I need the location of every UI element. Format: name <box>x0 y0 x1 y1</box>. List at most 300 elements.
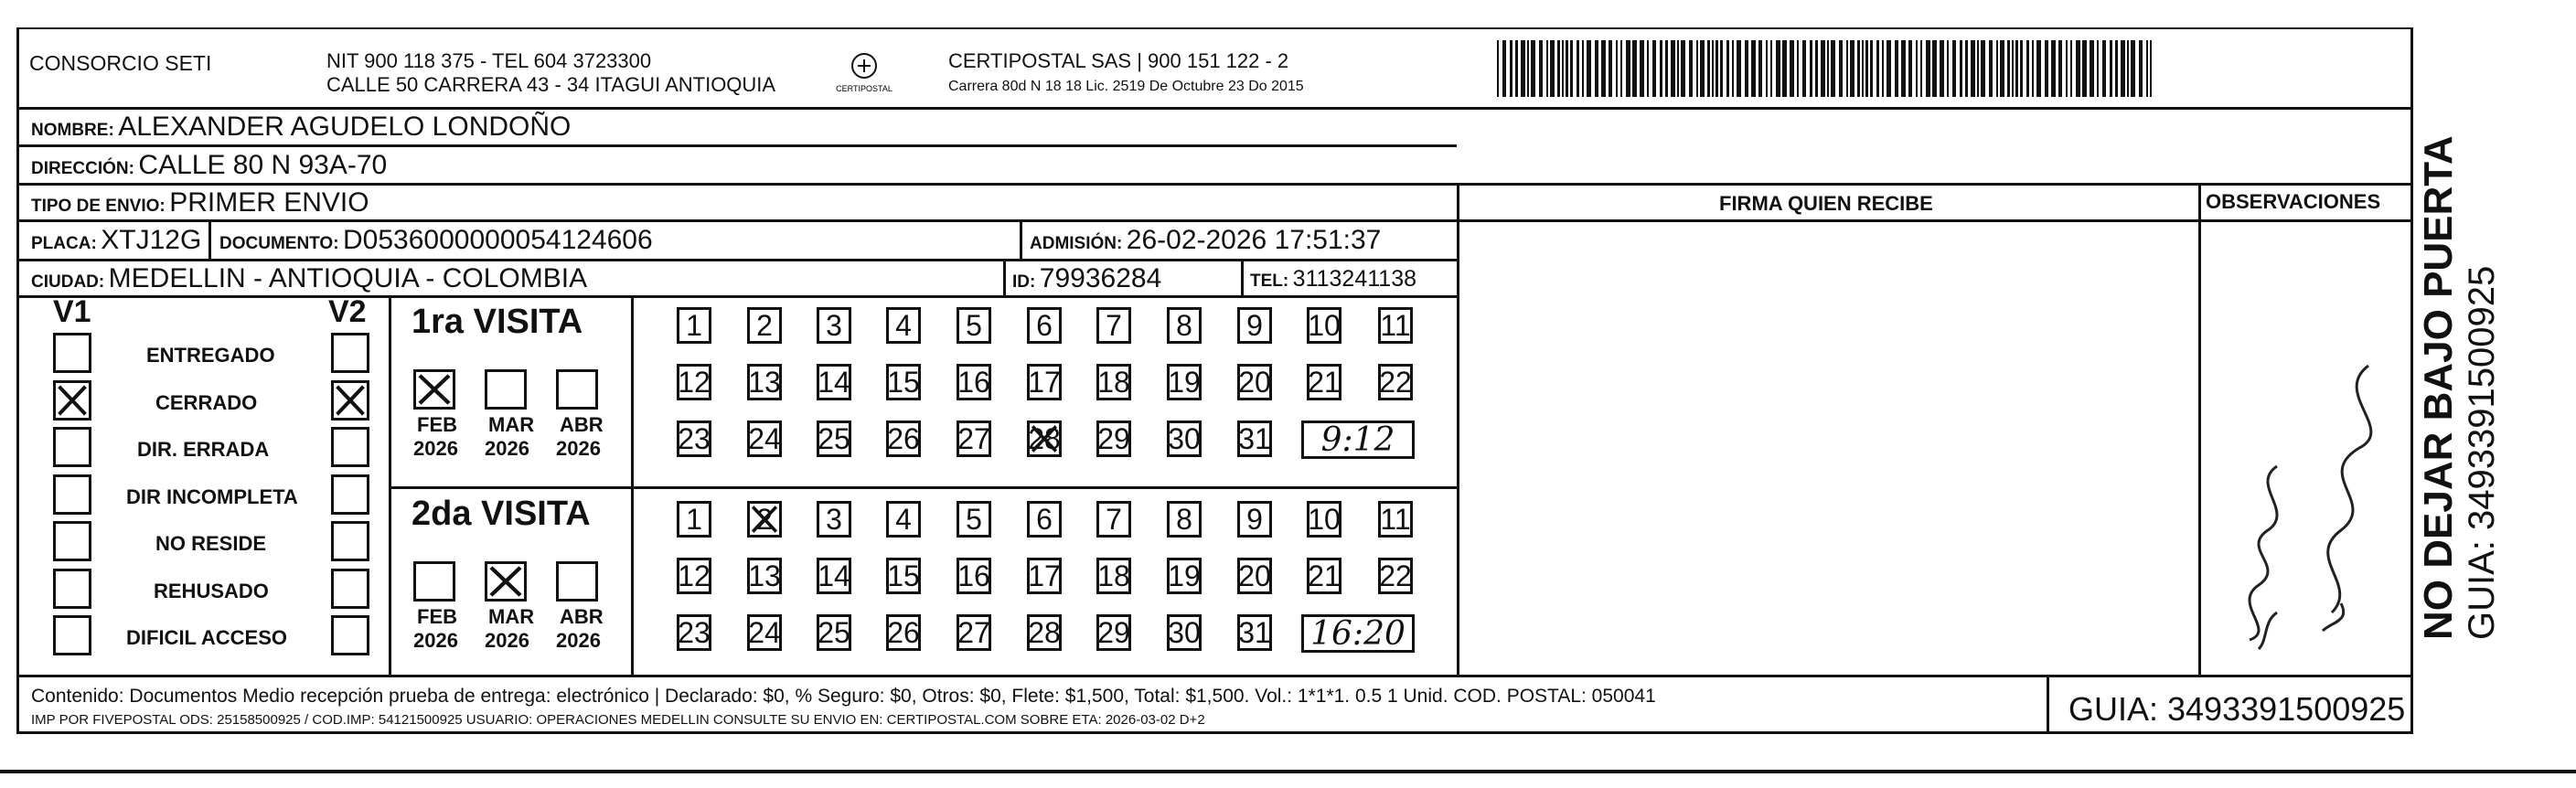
barcode-bar <box>1901 40 1906 97</box>
day-box[interactable] <box>747 501 782 538</box>
day-box[interactable] <box>1378 558 1413 594</box>
day-box[interactable] <box>747 558 782 594</box>
barcode-bar <box>1952 40 1956 97</box>
day-box[interactable] <box>886 558 921 594</box>
barcode-bar <box>1632 40 1637 97</box>
firma-label: FIRMA QUIEN RECIBE <box>1719 192 1933 215</box>
barcode-bar <box>1815 40 1818 97</box>
day-number: 20 <box>1238 365 1271 399</box>
nombre-row <box>31 112 571 143</box>
barcode-bar <box>1539 40 1543 97</box>
v2-checkbox[interactable] <box>331 380 369 421</box>
barcode-bar <box>1916 40 1918 97</box>
x-mark-icon <box>56 383 89 418</box>
barcode-bar <box>1562 40 1564 97</box>
v2-checkbox[interactable] <box>331 569 369 609</box>
day-box[interactable] <box>1307 364 1341 400</box>
v2-label: V2 <box>328 294 367 329</box>
footer-content-line: Contenido: Documentos Medio recepción prueba de entrega: electrónico | Declarado: $0, % Seguro: $0, Otros: $0, Flete: $1,500, Total: $1,500. Vol.: 1*1*1. 0.5 1 Unid. COD. POSTAL: 050041 <box>31 686 1656 707</box>
day-number: 27 <box>957 421 990 455</box>
day-number: 26 <box>887 421 920 455</box>
barcode-bar <box>2007 40 2010 97</box>
logo-text: CERTIPOSTAL <box>836 84 893 93</box>
placa-cell <box>31 225 201 256</box>
nombre-label: NOMBRE: <box>31 121 114 140</box>
barcode-bar <box>1745 40 1748 97</box>
no-dejar-bajo-puerta: NO DEJAR BAJO PUERTA <box>2416 135 2461 640</box>
footer-imp-line: IMP POR FIVEPOSTAL ODS: 25158500925 / COD.IMP: 54121500925 USUARIO: OPERACIONES MEDELLIN CONSULTE SU ENVIO EN: CERTIPOSTAL.COM SOBRE ETA: 2026-03-02 D+2 <box>31 712 1205 728</box>
admision-value: 26-02-2026 17:51:37 <box>1126 225 1382 255</box>
barcode-bar <box>2146 40 2148 97</box>
day-box[interactable] <box>677 307 711 344</box>
day-box[interactable] <box>886 614 921 651</box>
v1-checkbox[interactable] <box>53 569 91 609</box>
v1-checkbox[interactable] <box>53 474 91 515</box>
barcode-bar <box>1940 40 1944 97</box>
day-box[interactable] <box>957 614 991 651</box>
v1-checkbox[interactable] <box>53 427 91 467</box>
observaciones-label: OBSERVACIONES <box>2206 190 2381 213</box>
x-mark-icon <box>1030 423 1059 454</box>
barcode-bar <box>2102 40 2106 97</box>
direccion-label: DIRECCIÓN: <box>31 159 134 178</box>
day-box[interactable] <box>1096 307 1131 344</box>
day-number: 28 <box>1028 421 1061 455</box>
day-box[interactable] <box>1096 558 1131 594</box>
barcode-bar <box>1977 40 1979 97</box>
barcode-bar <box>2110 40 2112 97</box>
day-box[interactable] <box>1096 421 1131 457</box>
barcode-bar <box>1609 40 1612 97</box>
barcode-bar <box>2015 40 2018 97</box>
first-visit-title: 1ra VISITA <box>412 303 583 341</box>
day-number: 12 <box>678 559 711 592</box>
day-number: 28 <box>1028 615 1061 649</box>
day-box[interactable] <box>817 558 851 594</box>
barcode-bar <box>2131 40 2135 97</box>
day-number: 29 <box>1097 421 1130 455</box>
day-box[interactable] <box>886 501 921 538</box>
day-box[interactable] <box>957 558 991 594</box>
day-number: 18 <box>1097 559 1130 592</box>
day-box[interactable] <box>1237 307 1272 344</box>
barcode-bar <box>2070 40 2072 97</box>
admision-label: ADMISIÓN: <box>1030 234 1123 253</box>
barcode-bar <box>1908 40 1912 97</box>
day-box[interactable] <box>1237 614 1272 651</box>
tipo-row <box>31 187 369 218</box>
day-number: 30 <box>1168 615 1201 649</box>
barcode-bar <box>1776 40 1780 97</box>
barcode-bar <box>1707 40 1710 97</box>
barcode-bar <box>2012 40 2014 97</box>
barcode-bar <box>1846 40 1848 97</box>
month-checkbox-abr[interactable] <box>556 561 598 602</box>
day-box[interactable] <box>1307 501 1341 538</box>
address-line: CALLE 50 CARRERA 43 - 34 ITAGUI ANTIOQUIA <box>326 73 776 96</box>
day-number: 31 <box>1238 615 1271 649</box>
month-label: ABR <box>560 605 604 628</box>
barcode-bar <box>2026 40 2029 97</box>
status-label: ENTREGADO <box>146 344 275 367</box>
barcode-bar <box>1947 40 1949 97</box>
day-number: 15 <box>887 559 920 592</box>
id-label: ID: <box>1012 272 1036 292</box>
month-label: ABR <box>560 413 604 436</box>
day-number: 27 <box>957 615 990 649</box>
day-box[interactable] <box>1378 307 1413 344</box>
barcode-bar <box>1652 40 1656 97</box>
barcode-bar <box>1971 40 1975 97</box>
day-number: 17 <box>1028 365 1061 399</box>
barcode-bar <box>1647 40 1649 97</box>
second-visit-title: 2da VISITA <box>412 495 591 533</box>
barcode-bar <box>1960 40 1962 97</box>
month-label: FEB <box>417 605 457 628</box>
status-label: DIFICIL ACCESO <box>126 626 288 649</box>
admision-cell <box>1030 225 1381 256</box>
barcode-bar <box>1696 40 1698 97</box>
barcode-bar <box>1577 40 1579 97</box>
day-box[interactable] <box>886 307 921 344</box>
tel-label: TEL: <box>1250 272 1289 291</box>
day-number: 10 <box>1308 502 1341 536</box>
day-box[interactable] <box>1027 421 1062 457</box>
day-number: 5 <box>966 502 982 536</box>
day-number: 3 <box>826 502 842 536</box>
certipostal-line: CERTIPOSTAL SAS | 900 151 122 - 2 <box>948 49 1289 72</box>
documento-label: DOCUMENTO: <box>219 234 339 253</box>
day-box[interactable] <box>957 421 991 457</box>
barcode-bar <box>1802 40 1806 97</box>
barcode-bar <box>1515 40 1518 97</box>
day-box[interactable] <box>1167 307 1202 344</box>
day-box[interactable] <box>1167 558 1202 594</box>
day-number: 24 <box>748 421 781 455</box>
company-name: CONSORCIO SETI <box>29 51 212 75</box>
year-label: 2026 <box>556 437 601 460</box>
barcode-bar <box>2045 40 2048 97</box>
day-number: 6 <box>1036 308 1053 342</box>
day-number: 19 <box>1168 559 1201 592</box>
barcode-bar <box>1677 40 1679 97</box>
tel-value: 3113241138 <box>1292 266 1416 292</box>
day-box[interactable] <box>1167 501 1202 538</box>
barcode-bar <box>1887 40 1891 97</box>
v1-label: V1 <box>53 294 91 329</box>
day-number: 16 <box>957 559 990 592</box>
day-number: 5 <box>966 308 982 342</box>
day-number: 31 <box>1238 421 1271 455</box>
barcode-bar <box>1782 40 1787 97</box>
v2-checkbox[interactable] <box>331 615 369 655</box>
documento-cell <box>219 225 653 256</box>
x-mark-icon <box>487 564 524 599</box>
id-cell <box>1012 263 1161 294</box>
barcode-bar <box>2150 40 2152 97</box>
barcode-bar <box>1996 40 1998 97</box>
day-box[interactable] <box>1307 307 1341 344</box>
footer-guia: GUIA: 3493391500925 <box>2068 690 2406 728</box>
barcode-bar <box>1497 40 1499 97</box>
x-mark-icon <box>334 383 367 418</box>
status-label: REHUSADO <box>154 579 269 602</box>
day-box[interactable] <box>1378 501 1413 538</box>
day-box[interactable] <box>747 364 782 400</box>
barcode-bar <box>2000 40 2004 97</box>
handwritten-time-box: 16:20 <box>1301 614 1415 653</box>
barcode-bar <box>2066 40 2068 97</box>
day-box[interactable] <box>1237 558 1272 594</box>
day-box[interactable] <box>1167 364 1202 400</box>
day-number: 20 <box>1238 559 1271 592</box>
barcode-bar <box>1920 40 1922 97</box>
barcode-bar <box>1601 40 1606 97</box>
day-number: 7 <box>1106 502 1122 536</box>
day-box[interactable] <box>1378 364 1413 400</box>
barcode-bar <box>1502 40 1506 97</box>
barcode-bar <box>1527 40 1529 97</box>
barcode-bar <box>1827 40 1829 97</box>
day-box[interactable] <box>1167 421 1202 457</box>
day-box[interactable] <box>817 501 851 538</box>
day-box[interactable] <box>747 307 782 344</box>
barcode-bar <box>2058 40 2062 97</box>
day-number: 14 <box>818 365 850 399</box>
barcode-bar <box>1895 40 1898 97</box>
day-number: 9 <box>1246 502 1263 536</box>
handwritten-signature <box>2222 283 2405 658</box>
day-number: 25 <box>818 615 850 649</box>
day-box[interactable] <box>677 421 711 457</box>
barcode-bar <box>1857 40 1860 97</box>
barcode-bar <box>2076 40 2080 97</box>
day-number: 29 <box>1097 615 1130 649</box>
day-number: 13 <box>748 365 781 399</box>
day-number: 11 <box>1380 308 1411 342</box>
day-number: 6 <box>1036 502 1053 536</box>
barcode-bar <box>1689 40 1693 97</box>
barcode-bar <box>1865 40 1868 97</box>
barcode-bar <box>1831 40 1835 97</box>
day-number: 21 <box>1308 365 1341 399</box>
barcode-bar <box>2020 40 2023 97</box>
side-vertical-text <box>2416 135 2576 640</box>
v2-checkbox[interactable] <box>331 333 369 373</box>
barcode-bar <box>1870 40 1873 97</box>
v1-checkbox[interactable] <box>53 521 91 561</box>
certipostal-sub: Carrera 80d N 18 18 Lic. 2519 De Octubre 23 Do 2015 <box>948 79 1304 94</box>
v1-checkbox[interactable] <box>53 615 91 655</box>
barcode-bar <box>1758 40 1762 97</box>
barcode-bar <box>1965 40 1968 97</box>
day-number: 4 <box>895 308 912 342</box>
day-number: 10 <box>1308 308 1341 342</box>
barcode-bar <box>1751 40 1756 97</box>
day-box[interactable] <box>677 501 711 538</box>
barcode-bar <box>1770 40 1772 97</box>
placa-value: XTJ12G <box>101 225 202 255</box>
id-value: 79936284 <box>1039 263 1162 293</box>
day-number: 3 <box>826 308 842 342</box>
barcode-bar <box>1582 40 1584 97</box>
x-mark-icon <box>750 504 779 535</box>
barcode-bar <box>1839 40 1843 97</box>
day-number: 23 <box>678 421 711 455</box>
v2-checkbox[interactable] <box>331 521 369 561</box>
ciudad-value: MEDELLIN - ANTIOQUIA - COLOMBIA <box>108 263 588 293</box>
barcode-bar <box>1671 40 1675 97</box>
barcode-bar <box>1550 40 1555 97</box>
v1-checkbox[interactable] <box>53 333 91 373</box>
day-box[interactable] <box>1096 364 1131 400</box>
day-number: 8 <box>1176 308 1192 342</box>
day-number: 18 <box>1097 365 1130 399</box>
barcode-bar <box>1531 40 1535 97</box>
day-number: 4 <box>895 502 912 536</box>
barcode-bar <box>1989 40 1993 97</box>
barcode-bar <box>1797 40 1799 97</box>
day-number: 24 <box>748 615 781 649</box>
day-box[interactable] <box>1027 307 1062 344</box>
placa-label: PLACA: <box>31 234 97 253</box>
month-label: MAR <box>488 605 535 628</box>
tel-cell <box>1250 266 1416 293</box>
day-number: 15 <box>887 365 920 399</box>
day-number: 21 <box>1308 559 1341 592</box>
day-number: 17 <box>1028 559 1061 592</box>
ciudad-label: CIUDAD: <box>31 272 105 292</box>
status-label: DIR INCOMPLETA <box>126 485 298 508</box>
month-label: MAR <box>488 413 535 436</box>
day-box[interactable] <box>1307 558 1341 594</box>
barcode-bar <box>1546 40 1548 97</box>
day-box[interactable] <box>957 307 991 344</box>
day-box[interactable] <box>747 421 782 457</box>
tipo-label: TIPO DE ENVIO: <box>31 197 166 216</box>
barcode-bar <box>1616 40 1618 97</box>
status-label: NO RESIDE <box>155 532 267 555</box>
day-box[interactable] <box>747 614 782 651</box>
nombre-value: ALEXANDER AGUDELO LONDOÑO <box>118 112 572 142</box>
day-number: 22 <box>1379 365 1412 399</box>
day-box[interactable] <box>817 364 851 400</box>
year-label: 2026 <box>413 629 458 652</box>
barcode-bar <box>2032 40 2034 97</box>
barcode-bar <box>1790 40 1794 97</box>
x-mark-icon <box>416 372 453 407</box>
day-number: 7 <box>1106 308 1122 342</box>
barcode-bar <box>1700 40 1705 97</box>
nit-line: NIT 900 118 375 - TEL 604 3723300 <box>326 49 652 72</box>
v2-checkbox[interactable] <box>331 474 369 515</box>
day-box[interactable] <box>957 501 991 538</box>
barcode-bar <box>1570 40 1573 97</box>
day-number: 23 <box>678 615 711 649</box>
day-box[interactable] <box>1237 501 1272 538</box>
day-box[interactable] <box>1027 558 1062 594</box>
month-checkbox-feb[interactable] <box>413 561 455 602</box>
day-box[interactable] <box>817 307 851 344</box>
barcode-bar <box>2097 40 2099 97</box>
year-label: 2026 <box>485 629 529 652</box>
month-checkbox-feb[interactable] <box>413 369 455 410</box>
day-box[interactable] <box>886 421 921 457</box>
day-box[interactable] <box>1096 614 1131 651</box>
day-box[interactable] <box>817 614 851 651</box>
barcode-bar <box>1660 40 1662 97</box>
day-box[interactable] <box>886 364 921 400</box>
year-label: 2026 <box>485 437 529 460</box>
day-box[interactable] <box>817 421 851 457</box>
barcode-bar <box>1726 40 1729 97</box>
day-box[interactable] <box>1027 501 1062 538</box>
barcode-bar <box>1521 40 1525 97</box>
barcode-bar <box>1620 40 1622 97</box>
barcode-bar <box>1862 40 1864 97</box>
day-box[interactable] <box>1027 364 1062 400</box>
barcode-bar <box>2115 40 2118 97</box>
barcode-bar <box>1810 40 1812 97</box>
month-checkbox-mar[interactable] <box>485 369 527 410</box>
barcode-bar <box>2127 40 2129 97</box>
barcode <box>1497 40 2155 97</box>
certipostal-logo <box>828 48 901 102</box>
barcode-bar <box>1882 40 1884 97</box>
ciudad-cell <box>31 263 587 294</box>
barcode-bar <box>1821 40 1825 97</box>
barcode-bar <box>1712 40 1714 97</box>
barcode-bar <box>1850 40 1855 97</box>
v2-checkbox[interactable] <box>331 427 369 467</box>
v1-checkbox[interactable] <box>53 380 91 421</box>
day-number: 16 <box>957 365 990 399</box>
barcode-bar <box>1981 40 1985 97</box>
day-number: 25 <box>818 421 850 455</box>
day-number: 30 <box>1168 421 1201 455</box>
documento-value: D0536000000054124606 <box>343 225 653 255</box>
year-label: 2026 <box>556 629 601 652</box>
day-box[interactable] <box>677 558 711 594</box>
barcode-bar <box>2036 40 2041 97</box>
barcode-bar <box>1510 40 1512 97</box>
day-box[interactable] <box>957 364 991 400</box>
barcode-bar <box>1737 40 1741 97</box>
barcode-bar <box>1720 40 1723 97</box>
day-box[interactable] <box>677 614 711 651</box>
day-box[interactable] <box>677 364 711 400</box>
day-box[interactable] <box>1096 501 1131 538</box>
day-box[interactable] <box>1167 614 1202 651</box>
day-number: 19 <box>1168 365 1201 399</box>
day-number: 14 <box>818 559 850 592</box>
barcode-bar <box>2139 40 2143 97</box>
status-label: DIR. ERRADA <box>137 438 270 461</box>
barcode-bar <box>1587 40 1591 97</box>
day-number: 2 <box>756 308 773 342</box>
day-box[interactable] <box>1237 421 1272 457</box>
day-box[interactable] <box>1027 614 1062 651</box>
day-box[interactable] <box>1237 364 1272 400</box>
side-guia: GUIA: 3493391500925 <box>2462 265 2502 640</box>
day-number: 1 <box>686 308 702 342</box>
direccion-row <box>31 150 387 181</box>
month-checkbox-abr[interactable] <box>556 369 598 410</box>
barcode-bar <box>1557 40 1560 97</box>
month-checkbox-mar[interactable] <box>485 561 527 602</box>
barcode-bar <box>1932 40 1937 97</box>
day-number: 26 <box>887 615 920 649</box>
